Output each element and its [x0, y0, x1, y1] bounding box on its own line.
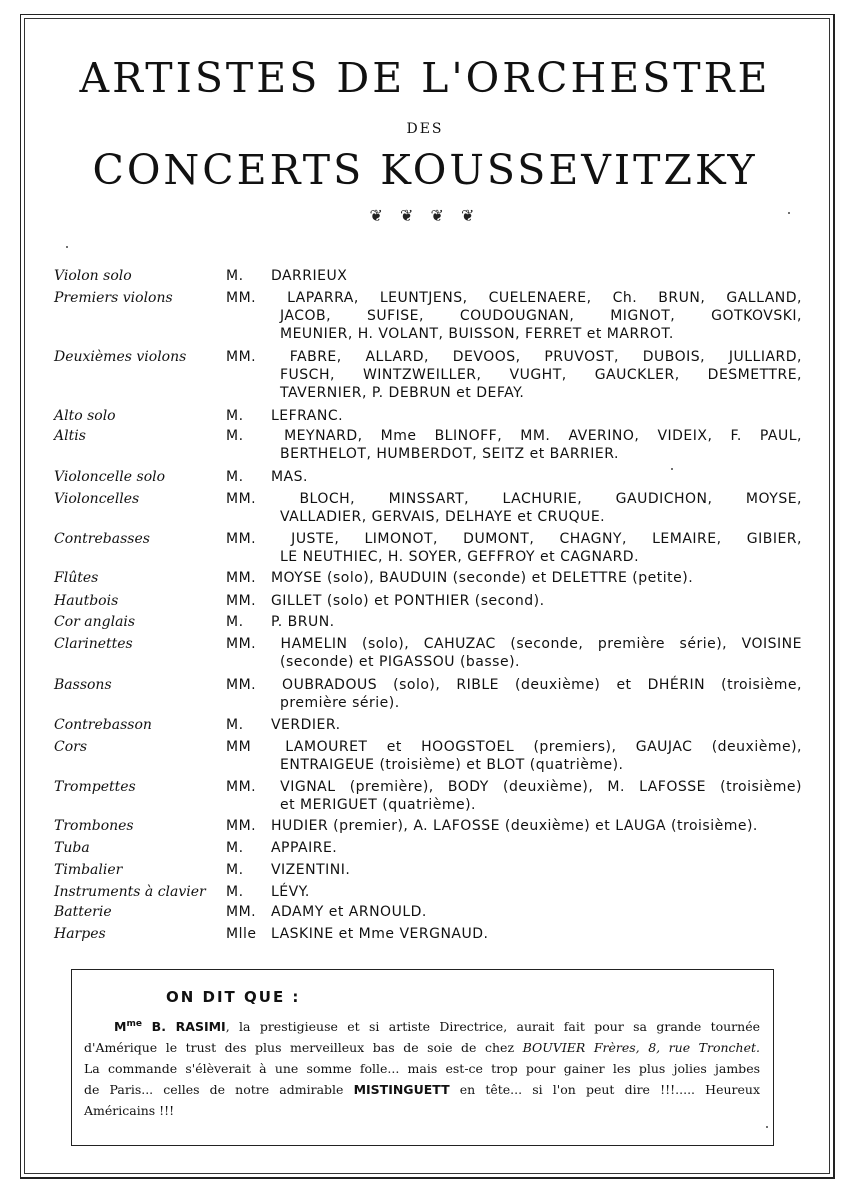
- instrument-label: Cors: [54, 739, 88, 755]
- honorific: MM.: [226, 349, 257, 365]
- names-line: M. MEYNARD, Mme BLINOFF, MM. AVERINO, VIDEIX, F. PAUL,: [226, 428, 802, 444]
- instrument-label: Timbalier: [54, 862, 123, 878]
- honorific: M.: [226, 469, 244, 485]
- names-line: MM. LAPARRA, LEUNTJENS, CUELENAERE, Ch. BRUN, GALLAND,: [226, 290, 802, 306]
- musician-names: [226, 427, 802, 463]
- honorific: MM.: [226, 570, 257, 586]
- names-line: MM. GILLET (solo) et PONTHIER (second).: [226, 593, 545, 609]
- names-line: TAVERNIER, P. DEBRUN et DEFAY.: [280, 385, 525, 401]
- instrument-label: Harpes: [54, 926, 106, 942]
- instrument-label: Batterie: [54, 904, 112, 920]
- names-line: FUSCH, WINTZWEILLER, VUGHT, GAUCKLER, DESMETTRE,: [280, 367, 802, 383]
- honorific: M.: [226, 268, 244, 284]
- honorific: MM.: [226, 904, 257, 920]
- instrument-label: Tuba: [54, 840, 90, 856]
- instrument-label: Hautbois: [54, 593, 119, 609]
- names-line: MM. VIGNAL (première), BODY (deuxième), M. LAFOSSE (troisième): [226, 779, 802, 795]
- names-line: M. VERDIER.: [226, 717, 341, 733]
- notice-title: ON DIT QUE :: [166, 988, 301, 1006]
- musician-names: [226, 490, 802, 526]
- names-line: BERTHELOT, HUMBERDOT, SEITZ et BARRIER.: [280, 446, 619, 462]
- honorific: MM.: [226, 491, 257, 507]
- instrument-label: Cor anglais: [54, 614, 136, 630]
- instrument-label: Violoncelle solo: [54, 469, 166, 485]
- names-line: MM LAMOURET et HOOGSTOEL (premiers), GAUJAC (deuxième),: [226, 739, 802, 755]
- musician-names: [226, 635, 802, 671]
- musician-names: [226, 592, 802, 610]
- instrument-label: Alto solo: [54, 408, 116, 424]
- musician-names: [226, 778, 802, 814]
- names-line: MM. ADAMY et ARNOULD.: [226, 904, 427, 920]
- instrument-label: Premiers violons: [54, 290, 173, 306]
- names-line: MEUNIER, H. VOLANT, BUISSON, FERRET et MARROT.: [280, 326, 674, 342]
- musician-names: [226, 903, 802, 921]
- title-connector: DES: [406, 121, 444, 137]
- notice-line: La commande s'élèverait à une somme folle... mais est-ce trop pour gainer les plus jolies jambes: [84, 1061, 760, 1077]
- honorific: MM.: [226, 593, 257, 609]
- honorific: MM.: [226, 677, 257, 693]
- musician-names: [226, 267, 802, 285]
- honorific: M.: [226, 862, 244, 878]
- musician-names: [226, 348, 802, 402]
- musician-names: [226, 676, 802, 712]
- names-line: MM. HAMELIN (solo), CAHUZAC (seconde, première série), VOISINE: [226, 636, 802, 652]
- names-line: MM. FABRE, ALLARD, DEVOOS, PRUVOST, DUBOIS, JULLIARD,: [226, 349, 802, 365]
- ornament-divider: ❦ ❦ ❦ ❦: [369, 206, 481, 225]
- musician-names: [226, 861, 802, 879]
- instrument-label: Trombones: [54, 818, 134, 834]
- musician-names: [226, 738, 802, 774]
- instrument-label: Altis: [54, 428, 86, 444]
- musician-names: [226, 407, 802, 425]
- honorific: M.: [226, 614, 244, 630]
- musician-names: [226, 883, 802, 901]
- page-title: ARTISTES DE L'ORCHESTRE: [79, 54, 771, 102]
- instrument-label: Contrebasses: [54, 531, 150, 547]
- names-line: Mlle LASKINE et Mme VERGNAUD.: [226, 926, 489, 942]
- honorific: MM.: [226, 818, 257, 834]
- instrument-label: Flûtes: [54, 570, 99, 586]
- honorific: M.: [226, 428, 244, 444]
- names-line: LE NEUTHIEC, H. SOYER, GEFFROY et CAGNARD.: [280, 549, 640, 565]
- names-line: première série).: [280, 695, 400, 711]
- musician-names: [226, 925, 802, 943]
- names-line: MM. MOYSE (solo), BAUDUIN (seconde) et DELETTRE (petite).: [226, 570, 694, 586]
- names-line: M. MAS.: [226, 469, 308, 485]
- notice-line: $M^{me}$ B. RASIMI, la prestigieuse et si artiste Directrice, aurait fait pour sa grande tournée: [114, 1019, 761, 1035]
- print-speck: [66, 246, 68, 248]
- instrument-label: Clarinettes: [54, 636, 133, 652]
- notice-line: de Paris... celles de notre admirable MISTINGUETT en tête... si l'on peut dire !!!..... Heureux: [84, 1082, 760, 1098]
- print-speck: [671, 468, 673, 470]
- musician-names: [226, 613, 802, 631]
- musician-names: [226, 817, 802, 835]
- names-line: M. VIZENTINI.: [226, 862, 351, 878]
- notice-box: [71, 969, 774, 1146]
- names-line: M. DARRIEUX: [226, 268, 348, 284]
- names-line: MM. BLOCH, MINSSART, LACHURIE, GAUDICHON, MOYSE,: [226, 491, 802, 507]
- instrument-label: Bassons: [54, 677, 112, 693]
- honorific: M.: [226, 408, 244, 424]
- instrument-label: Instruments à clavier: [54, 884, 206, 900]
- instrument-label: Trompettes: [54, 779, 136, 795]
- notice-line: d'Amérique le trust des plus merveilleux bas de soie de chez BOUVIER Frères, 8, rue Tronchet.: [84, 1040, 760, 1056]
- honorific: MM.: [226, 636, 257, 652]
- notice-line: Américains !!!: [84, 1103, 175, 1119]
- instrument-label: Violon solo: [54, 268, 132, 284]
- honorific: M.: [226, 840, 244, 856]
- instrument-label: Deuxièmes violons: [54, 349, 187, 365]
- names-line: MM. HUDIER (premier), A. LAFOSSE (deuxième) et LAUGA (troisième).: [226, 818, 758, 834]
- names-line: M. LEFRANC.: [226, 408, 344, 424]
- musician-names: [226, 569, 802, 587]
- print-speck: [788, 212, 790, 214]
- notice-text: [84, 1014, 760, 1121]
- instrument-label: Contrebasson: [54, 717, 152, 733]
- honorific: Mlle: [226, 926, 257, 942]
- names-line: JACOB, SUFISE, COUDOUGNAN, MIGNOT, GOTKOVSKI,: [280, 308, 802, 324]
- print-speck: [766, 1126, 768, 1128]
- honorific: MM.: [226, 779, 257, 795]
- names-line: M. P. BRUN.: [226, 614, 335, 630]
- honorific: MM.: [226, 531, 257, 547]
- names-line: MM. OUBRADOUS (solo), RIBLE (deuxième) et DHÉRIN (troisième,: [226, 677, 802, 693]
- names-line: VALLADIER, GERVAIS, DELHAYE et CRUQUE.: [280, 509, 606, 525]
- musician-names: [226, 839, 802, 857]
- instrument-label: Violoncelles: [54, 491, 140, 507]
- musician-names: [226, 530, 802, 566]
- names-line: et MERIGUET (quatrième).: [280, 797, 476, 813]
- honorific: M.: [226, 884, 244, 900]
- musician-names: [226, 289, 802, 343]
- page-title-orchestra: CONCERTS KOUSSEVITZKY: [92, 146, 758, 194]
- names-line: MM. JUSTE, LIMONOT, DUMONT, CHAGNY, LEMAIRE, GIBIER,: [226, 531, 802, 547]
- honorific: M.: [226, 717, 244, 733]
- names-line: ENTRAIGEUE (troisième) et BLOT (quatrième).: [280, 757, 624, 773]
- names-line: (seconde) et PIGASSOU (basse).: [280, 654, 520, 670]
- honorific: MM.: [226, 290, 257, 306]
- names-line: M. LÉVY.: [226, 884, 310, 900]
- names-line: M. APPAIRE.: [226, 840, 338, 856]
- musician-names: [226, 468, 802, 486]
- honorific: MM: [226, 739, 252, 755]
- musician-names: [226, 716, 802, 734]
